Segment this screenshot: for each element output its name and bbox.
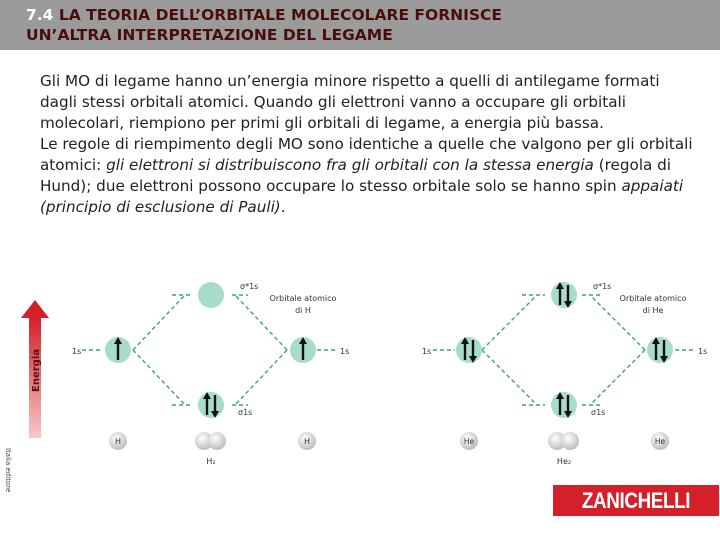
h2-molecule xyxy=(195,432,226,450)
he2-molecule xyxy=(548,432,579,450)
he-left-ao-label: 1s xyxy=(422,347,432,356)
he2-antibonding-orbital xyxy=(551,282,577,308)
he2-bonding-orbital xyxy=(551,392,577,418)
page-title xyxy=(26,5,706,45)
paragraph-2 xyxy=(40,134,700,218)
he-right-atomic-orbital xyxy=(647,337,673,363)
h-ao-caption-1: Orbitale atomico xyxy=(269,294,337,303)
para2-text-c: (regola di Hund); due elettroni possono occupare lo stesso orbitale solo se hanno spin xyxy=(40,156,672,195)
logo-text: ZANICHELLI xyxy=(581,488,691,513)
para2-text-a: Le regole di riempimento degli MO sono identiche a quelle che valgono per gli orbitali atomici: xyxy=(40,135,693,174)
energy-label: Energia xyxy=(31,349,42,392)
title-line-1: LA TEORIA DELL’ORBITALE MOLECOLARE FORNISCE xyxy=(58,6,503,24)
body-text xyxy=(40,71,700,218)
he-ao-caption-2: di He xyxy=(642,306,664,315)
publisher-credit xyxy=(2,448,14,528)
he2-bonding-label: σ1s xyxy=(591,408,606,417)
h2-antibonding-label: σ*1s xyxy=(240,282,259,291)
title-line-2: UN’ALTRA INTERPRETAZIONE DEL LEGAME xyxy=(26,26,393,44)
para2-italic-hund: gli elettroni si distribuiscono fra gli orbitali con la stessa energia xyxy=(106,156,594,174)
para2-italic-pauli: appaiati (principio di esclusione di Pauli) xyxy=(40,177,684,216)
he-right-ao-label: 1s xyxy=(698,347,708,356)
he-left-atomic-orbital xyxy=(456,337,482,363)
publisher-credit-text: Italia editore xyxy=(4,448,12,493)
h2-bonding-orbital xyxy=(198,392,224,418)
h-right-atom-label: H xyxy=(303,437,311,446)
he2-antibonding-label: σ*1s xyxy=(593,282,612,291)
he-ao-caption-1: Orbitale atomico xyxy=(619,294,687,303)
section-number: 7.4 xyxy=(26,6,54,24)
zanichelli-logo xyxy=(553,485,719,516)
he2-diagram xyxy=(422,282,707,466)
he-left-atom-label: He xyxy=(463,437,475,446)
h-right-ao-label: 1s xyxy=(340,347,350,356)
he-right-atom-label: He xyxy=(654,437,666,446)
h2-bonding-label: σ1s xyxy=(238,408,253,417)
he2-molecule-label: He₂ xyxy=(556,457,572,466)
h-left-atom-label: H xyxy=(114,437,122,446)
para2-text-e: . xyxy=(280,198,286,216)
h2-antibonding-orbital xyxy=(198,282,224,308)
h2-molecule-label: H₂ xyxy=(206,457,216,466)
header-bar xyxy=(0,0,720,50)
h-ao-caption-2: di H xyxy=(295,306,311,315)
paragraph-1: Gli MO di legame hanno un’energia minore rispetto a quelli di antilegame formati dagli stessi orbitali atomici. Quando gli elettroni vanno a occupare gli orbitali molecolari, riempiono per primi gli orbitali di legame, a energia più bassa. xyxy=(40,72,660,132)
mo-diagram xyxy=(0,270,720,470)
h2-diagram xyxy=(72,282,349,466)
h-left-ao-label: 1s xyxy=(72,347,82,356)
